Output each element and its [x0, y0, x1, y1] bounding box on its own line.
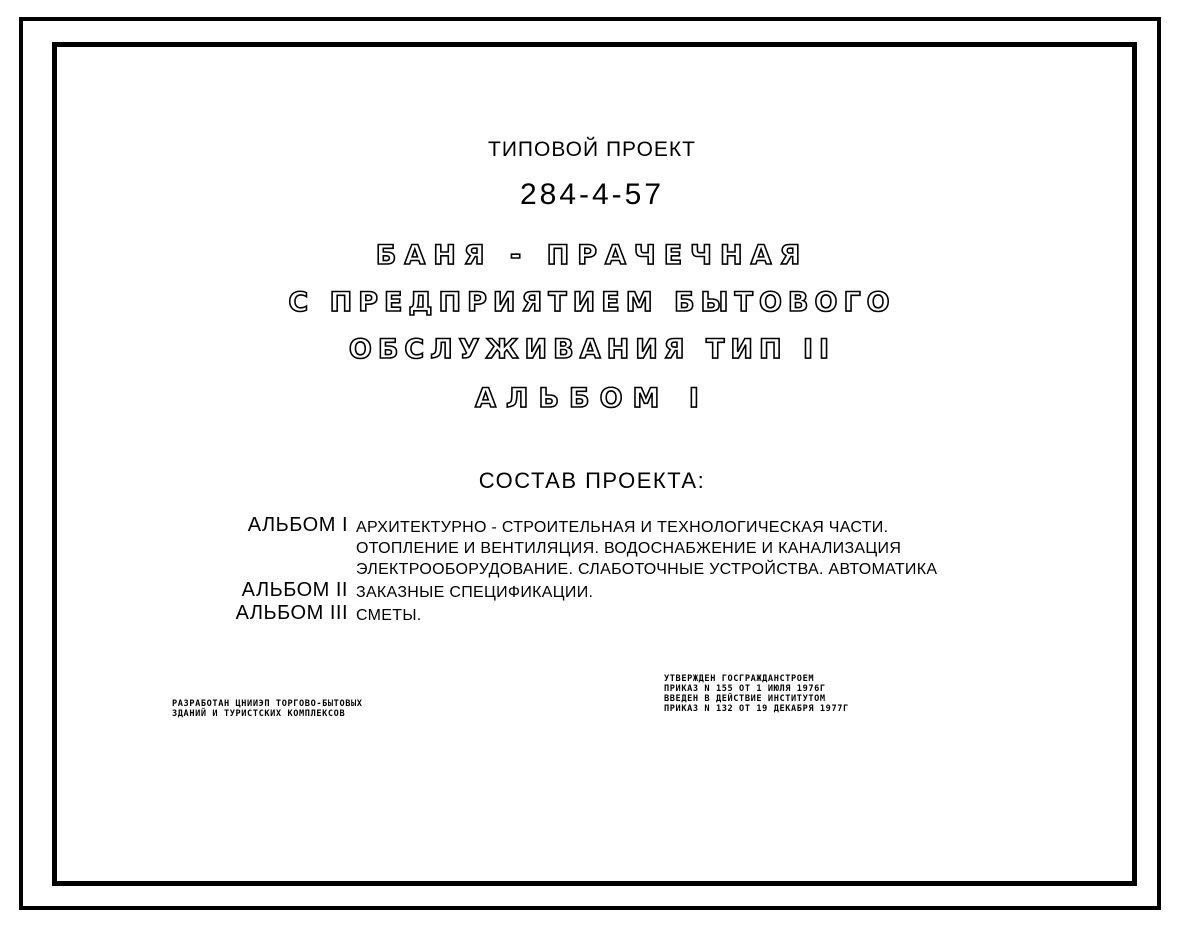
album-label: АЛЬБОМ I: [247, 514, 348, 536]
album-description-line: АРХИТЕКТУРНО - СТРОИТЕЛЬНАЯ И ТЕХНОЛОГИЧЕСКАЯ ЧАСТИ.: [356, 519, 889, 536]
composition-heading: СОСТАВ ПРОЕКТА:: [478, 468, 706, 493]
album-title: АЛЬБОМ I: [475, 383, 709, 414]
approval-line: ПРИКАЗ N 132 ОТ 19 ДЕКАБРЯ 1977Г: [664, 704, 849, 714]
album-description: [356, 603, 422, 626]
developer-block: [172, 699, 363, 719]
approval-line: ПРИКАЗ N 155 ОТ 1 ИЮЛЯ 1976Г: [664, 684, 826, 694]
project-type-label: ТИПОВОЙ ПРОЕКТ: [488, 138, 696, 161]
album-label: АЛЬБОМ II: [241, 579, 348, 601]
album-list: [212, 515, 992, 626]
approval-block: [664, 674, 849, 714]
album-description-line: СМЕТЫ.: [356, 607, 422, 624]
project-number: 284-4-57: [519, 178, 665, 211]
album-entry: [212, 603, 992, 626]
developer-line: ЗДАНИЙ И ТУРИСТСКИХ КОМПЛЕКСОВ: [172, 709, 346, 719]
album-entry: [212, 515, 992, 580]
album-entry: [212, 580, 992, 603]
album-description-line: ЗАКАЗНЫЕ СПЕЦИФИКАЦИИ.: [356, 584, 594, 601]
developer-line: РАЗРАБОТАН ЦНИИЭП ТОРГОВО-БЫТОВЫХ: [172, 699, 363, 709]
approval-line: УТВЕРЖДЕН ГОСГРАЖДАНСТРОЕМ: [664, 674, 815, 684]
album-label: АЛЬБОМ III: [235, 602, 348, 624]
inner-border: [52, 42, 1137, 886]
album-description-line: ОТОПЛЕНИЕ И ВЕНТИЛЯЦИЯ. ВОДОСНАБЖЕНИЕ И КАНАЛИЗАЦИЯ: [356, 540, 902, 557]
album-description: [356, 580, 593, 603]
title-line-1: БАНЯ - ПРАЧЕЧНАЯ: [375, 240, 809, 271]
album-description-line: ЭЛЕКТРООБОРУДОВАНИЕ. СЛАБОТОЧНЫЕ УСТРОЙСТВА. АВТОМАТИКА: [356, 561, 938, 578]
title-line-2: С ПРЕДПРИЯТИЕМ БЫТОВОГО: [288, 287, 896, 318]
approval-line: ВВЕДЕН В ДЕЙСТВИЕ ИНСТИТУТОМ: [664, 694, 826, 704]
album-description: [356, 515, 937, 580]
title-line-3: ОБСЛУЖИВАНИЯ ТИП II: [348, 334, 836, 365]
